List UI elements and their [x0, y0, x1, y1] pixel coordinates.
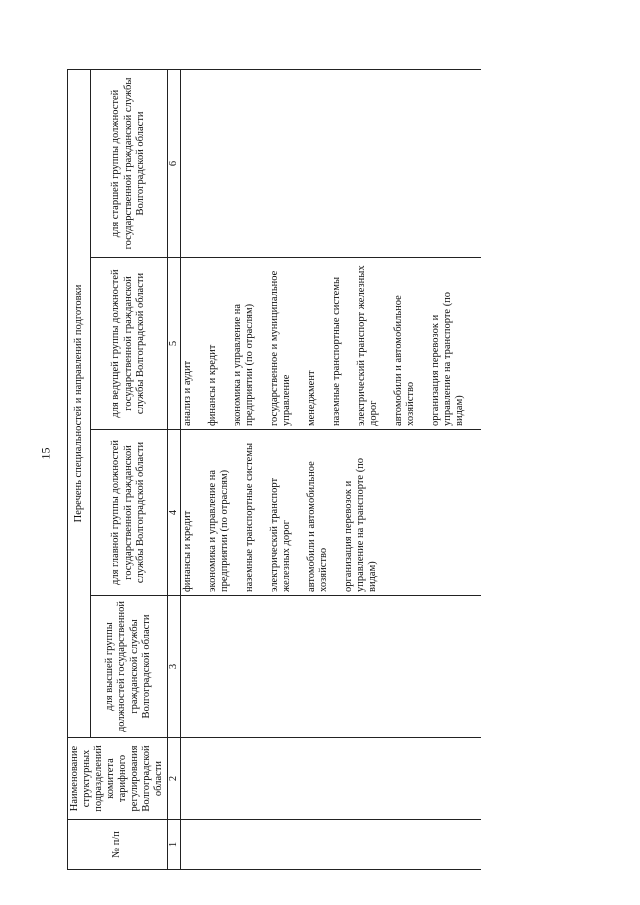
list-item: государственное и муниципальное управление: [268, 270, 292, 426]
col-number-1: 1: [167, 820, 180, 870]
list-item: анализ и аудит: [181, 360, 193, 426]
column-number-row: [167, 69, 180, 869]
list-item: наземные транспортные системы: [243, 442, 255, 592]
specialties-table: [67, 69, 481, 870]
page-number: 15: [38, 447, 53, 460]
list-item: электрический транспорт железных дорог: [356, 265, 380, 426]
list-item: менеджмент: [305, 370, 317, 426]
main-specialties-list: [182, 433, 380, 592]
col-header-highest: для высшей группы должностей государственной гражданской службы Волгоградской области: [90, 596, 167, 738]
col-header-group: Перечень специальностей и направлений подготовки: [68, 69, 91, 737]
list-item: финансы и кредит: [181, 510, 193, 592]
col-header-main: для главной группы должностей государственной гражданской службы Волгоградской области: [90, 430, 167, 596]
cell-highest: [180, 596, 480, 738]
col-header-leading: для ведущей группы должностей государственной гражданской службы Волгоградской области: [90, 258, 167, 430]
list-item: экономика и управление на предприятии (по отраслям): [231, 303, 255, 426]
list-item: автомобили и автомобильное хозяйство: [393, 295, 417, 426]
leading-specialties-list: [182, 261, 467, 426]
cell-leading: [180, 258, 480, 430]
col-number-3: 3: [167, 596, 180, 738]
col-number-6: 6: [167, 69, 180, 257]
rotated-page: [67, 70, 466, 870]
list-item: наземные транспортные системы: [331, 276, 342, 426]
col-number-2: 2: [167, 738, 180, 820]
col-header-senior: для старшей группы должностей государственной гражданской службы Волгоградской области: [90, 69, 167, 257]
table-row: [180, 69, 480, 869]
cell-number: [180, 820, 480, 870]
list-item: автомобили и автомобильное хозяйство: [305, 461, 329, 592]
landscape-content: [67, 70, 466, 870]
col-number-5: 5: [167, 258, 180, 430]
cell-subdivision: [180, 738, 480, 820]
col-header-number: № п/п: [68, 820, 168, 870]
list-item: финансы и кредит: [206, 344, 218, 426]
cell-senior: [180, 69, 480, 257]
cell-main: [180, 430, 480, 596]
list-item: организация перевозок и управление на транспорте (по видам): [430, 291, 466, 426]
col-header-subdivision: Наименование структурных подразделений комитета тарифного регулирования Волгоградской области: [68, 738, 168, 820]
list-item: экономика и управление на предприятии (по отраслям): [206, 469, 230, 592]
header-row-1: [68, 69, 91, 869]
col-number-4: 4: [167, 430, 180, 596]
list-item: электрический транспорт железных дорог: [268, 477, 292, 592]
list-item: организация перевозок и управление на транспорте (по видам): [343, 457, 379, 592]
